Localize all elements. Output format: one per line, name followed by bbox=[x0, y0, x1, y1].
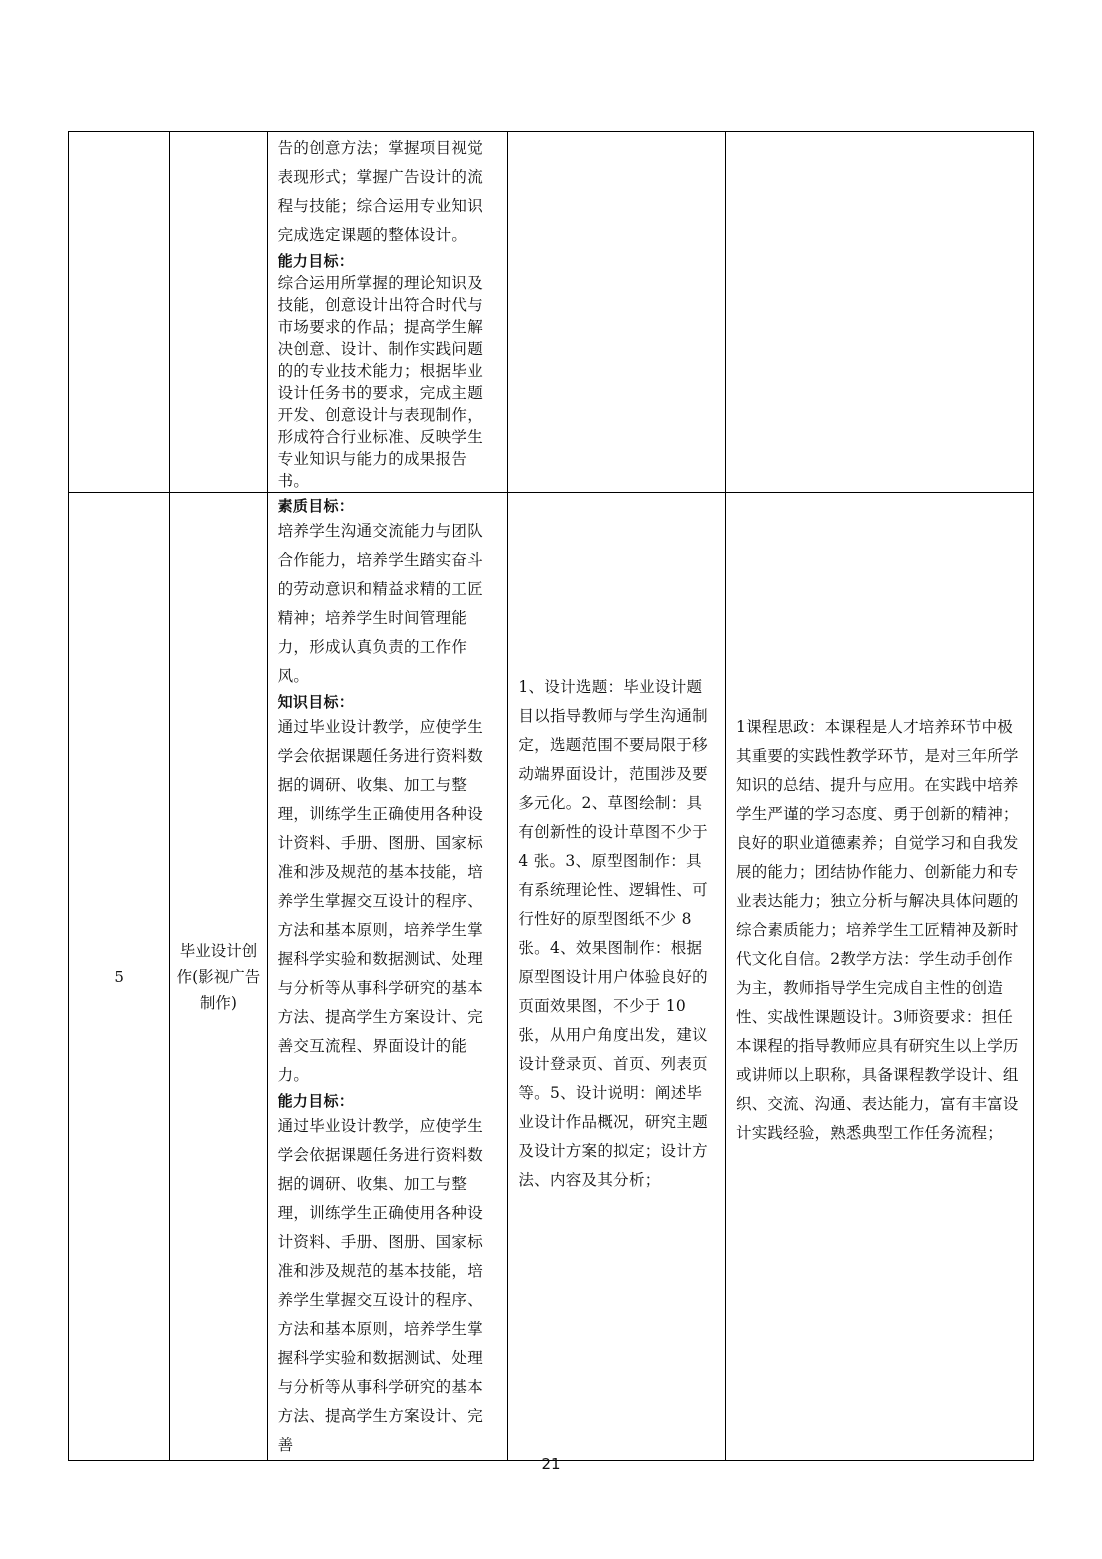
row1-name-cell bbox=[170, 132, 267, 493]
row1-ability-text: 综合运用所掌握的理论知识及技能，创意设计出符合时代与市场要求的作品；提高学生解决创意、设计、制作实践问题的的专业技术能力；根据毕业设计任务书的要求，完成主题开发、创意设计与表现制作，形成符合行业标准、反映学生专业知识与能力的成果报告书。 bbox=[277, 274, 484, 490]
row1-content-cell bbox=[508, 132, 726, 493]
knowledge-text: 通过毕业设计教学，应使学生学会依据课题任务进行资料数据的调研、收集、加工与整理，训练学生正确使用各种设计资料、手册、图册、国家标准和涉及规范的基本技能，培养学生掌握交互设计的程序、方法和基本原则，培养学生掌握科学实验和数据测试、处理与分析等从事科学研究的基本方法、提高学生方案设计、完善交互流程、界面设计的能力。 bbox=[277, 718, 484, 1084]
row1-objectives-cell bbox=[267, 132, 508, 493]
row2-requirements-cell bbox=[726, 493, 1034, 1461]
knowledge-heading: 知识目标： bbox=[277, 693, 355, 711]
ability-heading: 能力目标： bbox=[277, 1092, 355, 1110]
row2-name-cell bbox=[170, 493, 267, 1461]
course-number: 5 bbox=[114, 968, 124, 986]
course-name: 毕业设计创作(影视广告制作) bbox=[176, 941, 261, 1012]
table-row bbox=[69, 493, 1034, 1461]
ability-text: 通过毕业设计教学，应使学生学会依据课题任务进行资料数据的调研、收集、加工与整理，训练学生正确使用各种设计资料、手册、图册、国家标准和涉及规范的基本技能，培养学生掌握交互设计的程序、方法和基本原则，培养学生掌握科学实验和数据测试、处理与分析等从事科学研究的基本方法、提高学生方案设计、完善 bbox=[277, 1117, 484, 1454]
page-number: 21 bbox=[541, 1455, 561, 1473]
row1-ability-heading: 能力目标： bbox=[277, 252, 355, 270]
course-table bbox=[68, 131, 1034, 1461]
row2-content-cell bbox=[508, 493, 726, 1461]
quality-heading: 素质目标： bbox=[277, 497, 355, 515]
teaching-content: 1、设计选题：毕业设计题目以指导教师与学生沟通制定，选题范围不要局限于移动端界面设计，范围涉及要多元化。2、草图绘制：具有创新性的设计草图不少于 4 张。3、原型图制作：具有系统理论性、逻辑性、可行性好的原型图纸不少 8 张。4、效果图制作：根据原型图设计用户体验良好的页面效果图，不少于 10 张，从用户角度出发，建议设计登录页、首页、列表页等。5、设计说明：阐述毕业设计作品概况，研究主题及设计方案的拟定；设计方法、内容及其分析； bbox=[518, 678, 708, 1189]
row2-number-cell bbox=[69, 493, 170, 1461]
teaching-requirements: 1课程思政：本课程是人才培养环节中极其重要的实践性教学环节，是对三年所学知识的总结、提升与应用。在实践中培养学生严谨的学习态度、勇于创新的精神；良好的职业道德素养；自觉学习和自我发展的能力；团结协作能力、创新能力和专业表达能力；独立分析与解决具体问题的综合素质能力；培养学生工匠精神及新时代文化自信。2教学方法：学生动手创作为主，教师指导学生完成自主性的创造性、实战性课题设计。3师资要求：担任本课程的指导教师应具有研究生以上学历或讲师以上职称，具备课程教学设计、组织、交流、沟通、表达能力，富有丰富设计实践经验，熟悉典型工作任务流程； bbox=[736, 718, 1019, 1142]
row1-requirements-cell bbox=[726, 132, 1034, 493]
row2-objectives-cell bbox=[267, 493, 508, 1461]
quality-text: 培养学生沟通交流能力与团队合作能力，培养学生踏实奋斗的劳动意识和精益求精的工匠精神；培养学生时间管理能力，形成认真负责的工作作风。 bbox=[277, 522, 484, 685]
table-row bbox=[69, 132, 1034, 493]
row1-number-cell bbox=[69, 132, 170, 493]
row1-knowledge-text: 告的创意方法；掌握项目视觉表现形式；掌握广告设计的流程与技能；综合运用专业知识完成选定课题的整体设计。 bbox=[277, 139, 484, 244]
